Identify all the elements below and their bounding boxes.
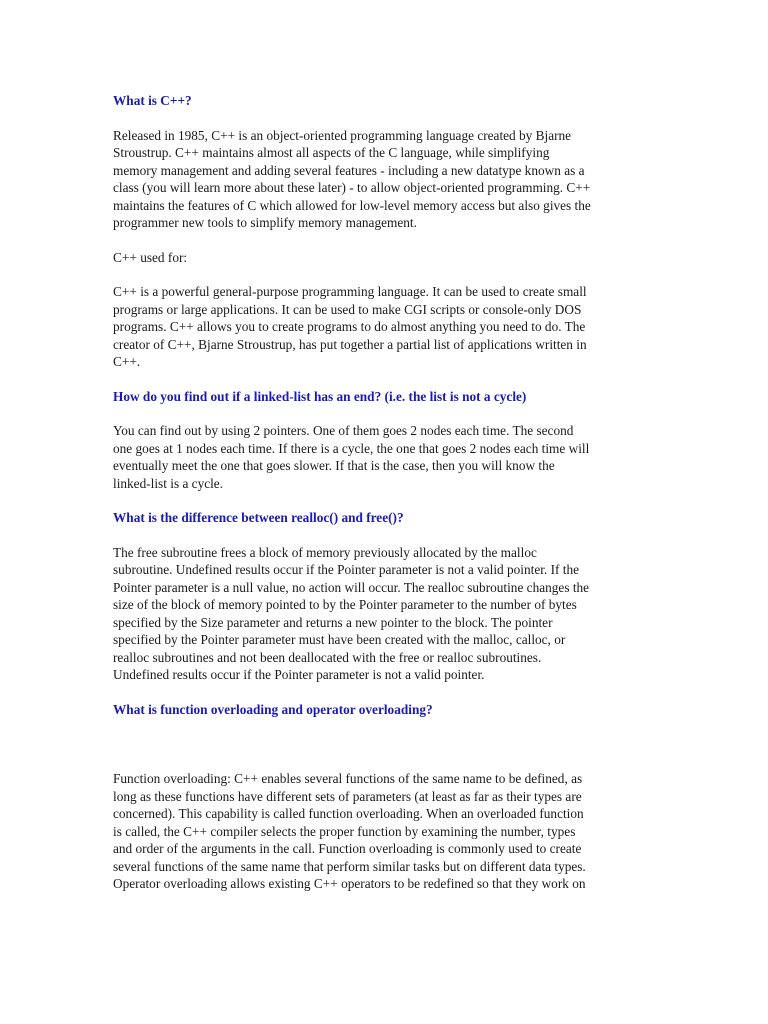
paragraph-realloc-free-answer: The free subroutine frees a block of memory previously allocated by the malloc subroutine. Undefined results occur if the Pointer parameter is not a valid pointer. If the Pointer parameter is a null value, no action will occur. The realloc subroutine changes the size of the block of memory pointed to by the Pointer parameter to the number of bytes specified by the Size parameter and returns a new pointer to the block. The pointer specified by the Pointer parameter must have been created with the malloc, calloc, or realloc subroutines and not been deallocated with the free or realloc subroutines. Undefined results occur if the Pointer parameter is not a valid pointer.	[113, 544, 590, 682]
spacer	[113, 110, 668, 127]
spacer	[113, 232, 668, 249]
paragraph-overloading-answer: Function overloading: C++ enables several functions of the same name to be defined, as long as these functions have different sets of parameters (at least as far as their types are concerned). This capability is called function overloading. When an overloaded function is called, the C++ compiler selects the proper function by examining the number, types and order of the arguments in the call. Function overloading is commonly used to create several functions of the same name that perform similar tasks but on different data types. Operator overloading allows existing C++ operators to be redefined so that they work on	[113, 771, 586, 891]
section-heading-overloading: What is function overloading and operator overloading?	[113, 701, 433, 717]
section-heading-what-is-cpp: What is C++?	[113, 93, 192, 108]
paragraph-linked-list-answer: You can find out by using 2 pointers. One of them goes 2 nodes each time. The second one goes at 1 nodes each time. If there is a cycle, the one that goes 2 nodes each time will eventually meet the one that goes slower. If that is the case, then you will know the linked-list is a cycle.	[113, 423, 590, 491]
spacer	[113, 266, 668, 283]
section-heading-linked-list: How do you find out if a linked-list has an end? (i.e. the list is not a cycle)	[113, 388, 527, 404]
paragraph-cpp-used-for-label: C++ used for:	[113, 249, 188, 265]
spacer	[113, 527, 668, 544]
paragraph-cpp-uses: C++ is a powerful general-purpose programming language. It can be used to create small programs or large applications. It can be used to make CGI scripts or console-only DOS programs. C++ allows you to create programs to do almost anything you need to do. The creator of C++, Bjarne Stroustrup, has put together a partial list of applications written in C++.	[113, 284, 587, 369]
spacer	[113, 718, 668, 770]
paragraph-cpp-history: Released in 1985, C++ is an object-oriented programming language created by Bjarne Stroustrup. C++ maintains almost all aspects of the C language, while simplifying memory management and adding several features - including a new datatype known as a class (you will learn more about these later) - to allow object-oriented programming. C++ maintains the features of C which allowed for low-level memory access but also gives the programmer new tools to simplify memory management.	[113, 127, 591, 230]
spacer	[113, 684, 668, 701]
section-heading-realloc-free: What is the difference between realloc() and free()?	[113, 510, 404, 525]
spacer	[113, 371, 668, 388]
spacer	[113, 492, 668, 509]
spacer	[113, 405, 668, 422]
